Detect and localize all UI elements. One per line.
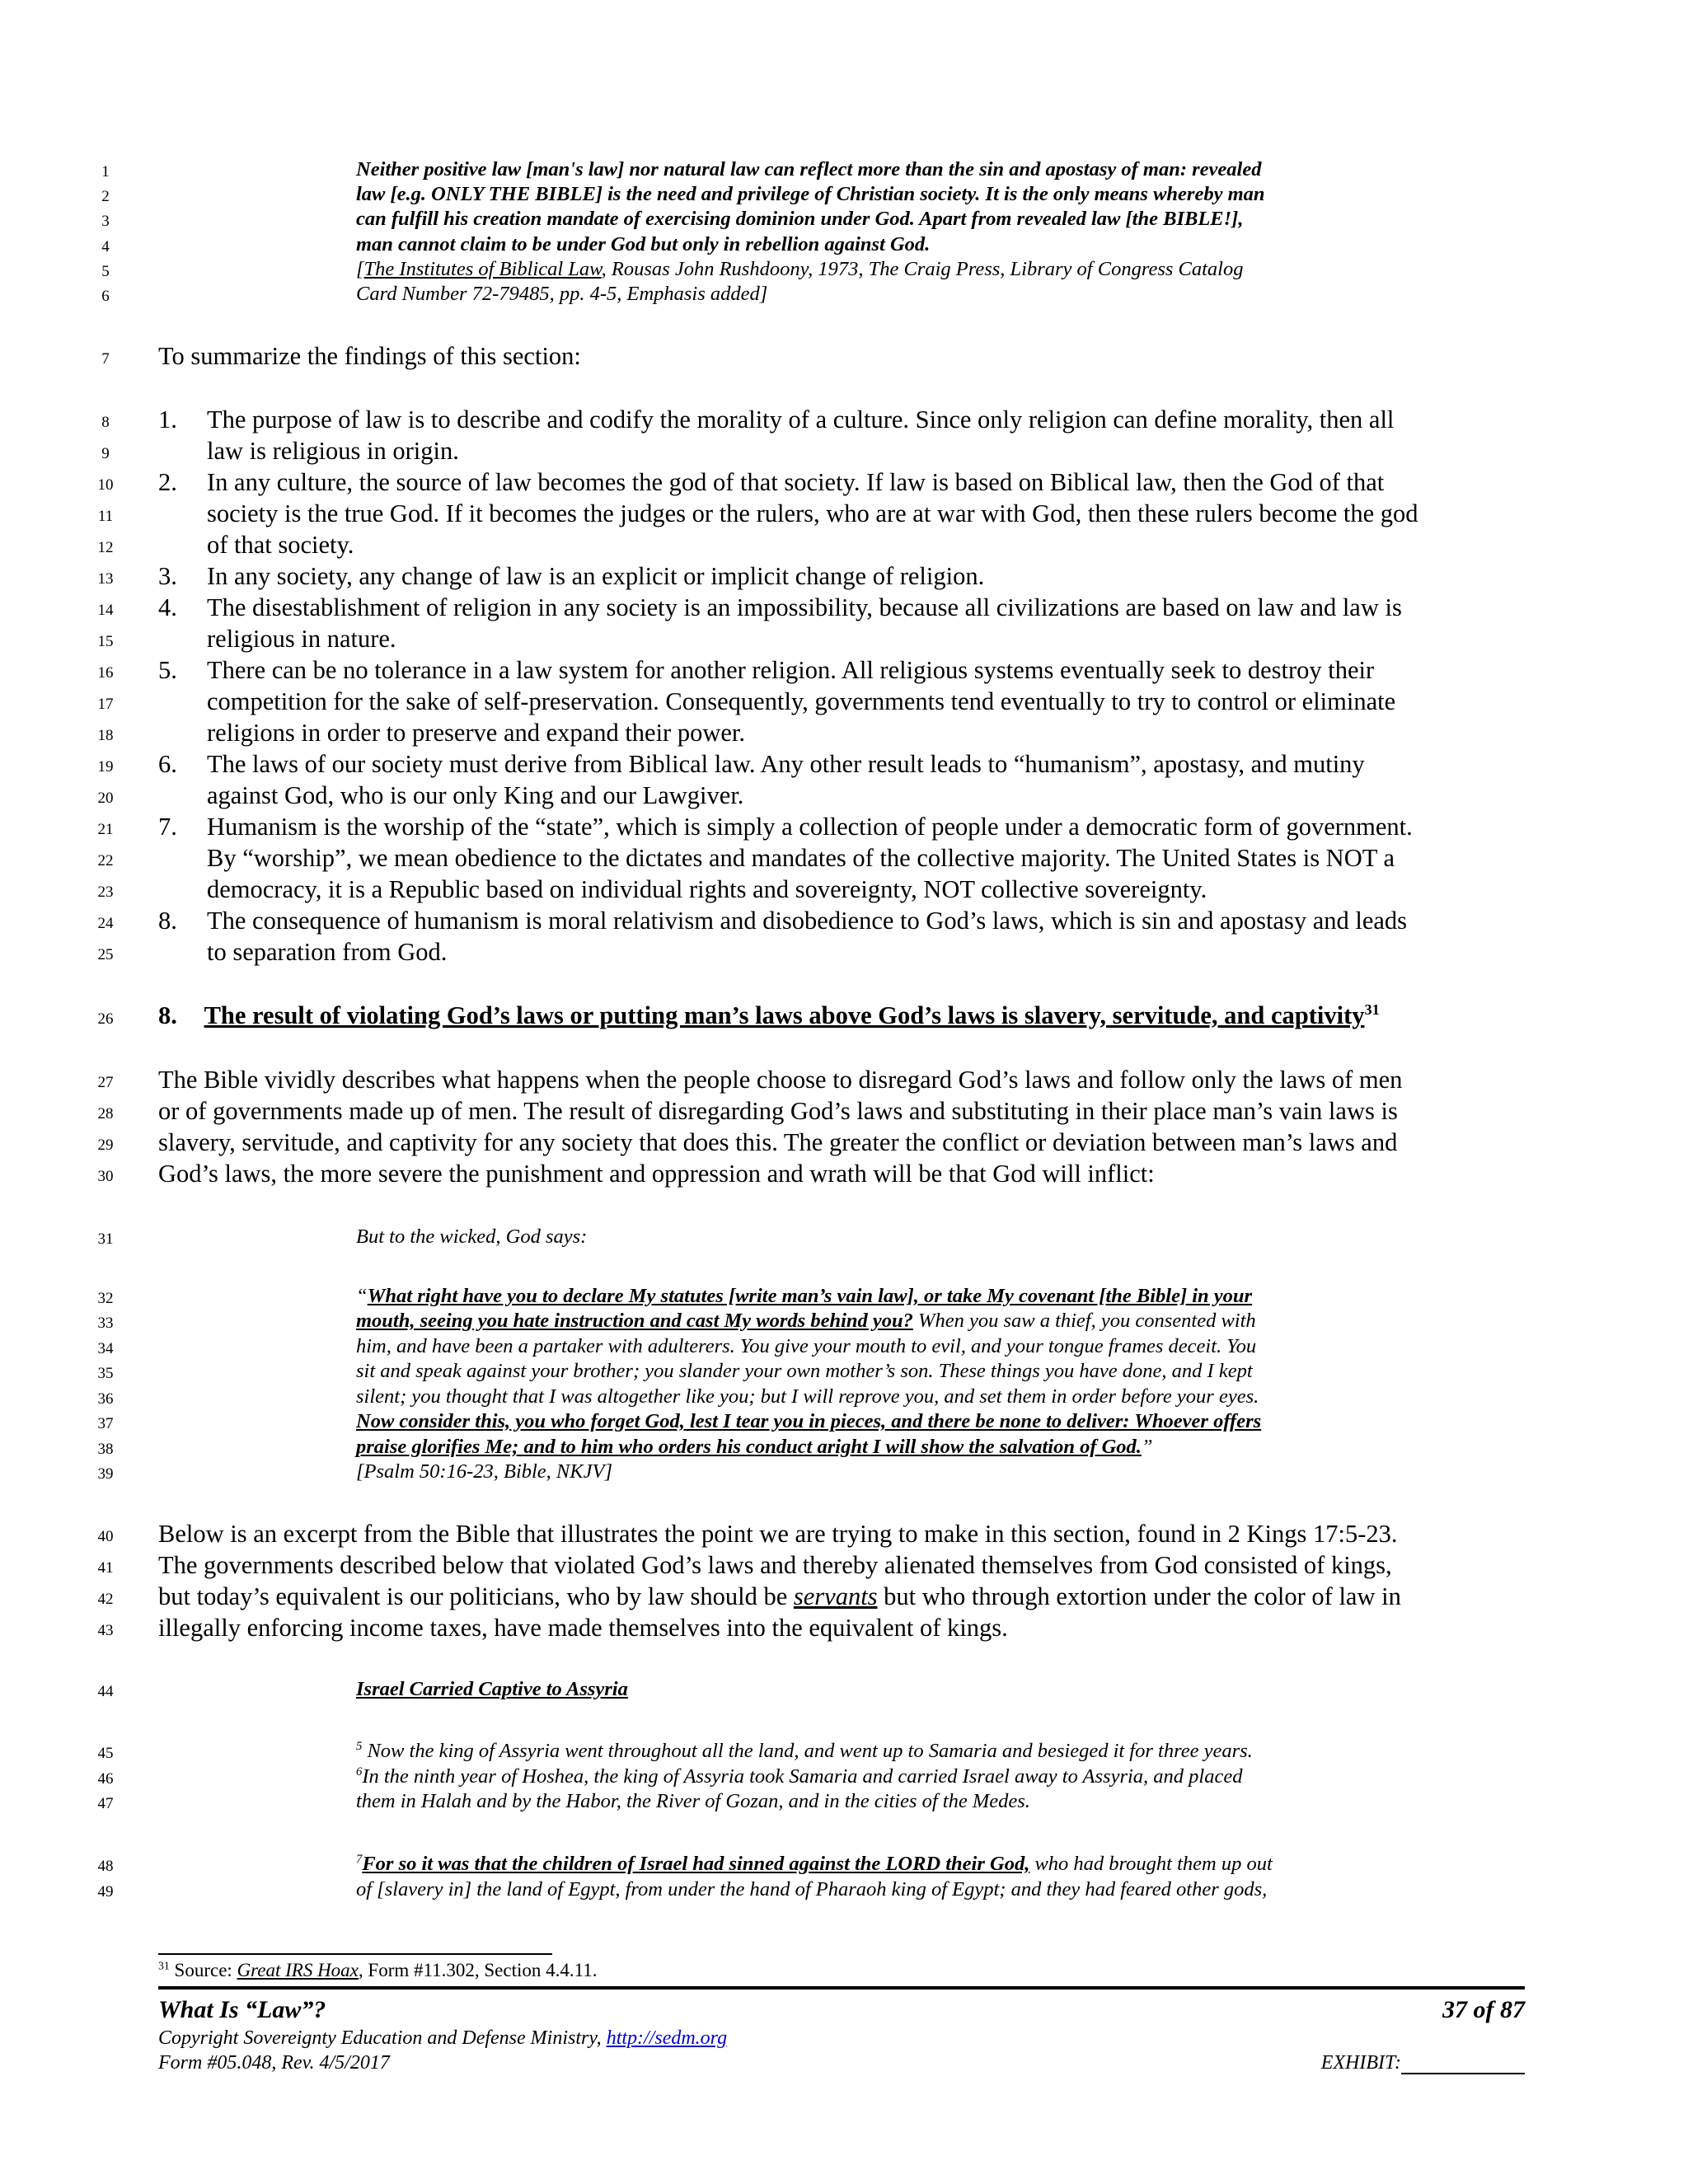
list-item: The laws of our society must derive from Biblical law. Any other result leads to “humanism”, apostasy, and mutiny <box>207 750 1365 778</box>
list-item: religions in order to preserve and expand their power. <box>207 719 745 747</box>
list-item: The purpose of law is to describe and codify the morality of a culture. Since only religion can define morality, then all <box>207 405 1395 434</box>
servants-link[interactable]: servants <box>793 1582 878 1610</box>
line-number: 20 <box>97 790 114 807</box>
summary-intro: To summarize the findings of this section: <box>158 342 581 370</box>
copyright-line: Copyright Sovereignty Education and Defense Ministry, http://sedm.org <box>158 2027 728 2049</box>
list-item: By “worship”, we mean obedience to the dictates and mandates of the collective majority. The United States is NOT a <box>207 844 1395 872</box>
line-number: 19 <box>97 758 114 776</box>
list-item: Humanism is the worship of the “state”, which is simply a collection of people under a democratic form of government. <box>207 813 1413 841</box>
paragraph-line: slavery, servitude, and captivity for any society that does this. The greater the conflict or deviation between man’s laws and <box>158 1128 1398 1156</box>
quote-line: praise glorifies Me; and to him who orders his conduct aright I will show the salvation of God.” <box>356 1436 1153 1458</box>
footnote-divider <box>158 1953 552 1955</box>
verse-line: $^6$In the ninth year of Hoshea, the king of Assyria took Samaria and carried Israel away to Assyria, and placed <box>356 1765 1243 1788</box>
book-title: The Institutes of Biblical Law <box>363 258 602 280</box>
line-number: 37 <box>97 1415 114 1432</box>
line-number: 45 <box>97 1745 114 1762</box>
line-number: 8 <box>101 414 110 431</box>
line-number: 40 <box>97 1528 114 1545</box>
list-item: law is religious in origin. <box>207 437 459 465</box>
line-number: 21 <box>97 821 114 838</box>
line-number: 34 <box>97 1340 114 1357</box>
line-number: 2 <box>101 188 110 205</box>
line-number: 5 <box>101 263 110 280</box>
list-number: 3. <box>158 562 177 590</box>
list-item: against God, who is our only King and our Lawgiver. <box>207 781 744 809</box>
line-number: 35 <box>97 1365 114 1382</box>
line-number: 36 <box>97 1390 114 1408</box>
line-number: 28 <box>97 1105 114 1122</box>
psalm-citation: [Psalm 50:16-23, Bible, NKJV] <box>356 1460 612 1483</box>
list-item: There can be no tolerance in a law system for another religion. All religious systems eventually seek to destroy their <box>207 656 1375 684</box>
heading-text: The result of violating God’s laws or putting man’s laws above God’s laws is slavery, servitude, and captivity <box>204 1001 1365 1029</box>
paragraph-line: but today’s equivalent is our politicians, who by law should be servants but who through extortion under the color of law in <box>158 1582 1401 1610</box>
form-line: Form #05.048, Rev. 4/5/2017 <box>158 2052 390 2074</box>
section-heading <box>158 1001 1380 1030</box>
quote-citation: Card Number 72-79485, pp. 4-5, Emphasis added] <box>356 283 768 305</box>
verse-line: $^5$ Now the king of Assyria went throughout all the land, and went up to Samaria and besieged it for three years. <box>356 1739 1253 1762</box>
line-number: 42 <box>97 1591 114 1608</box>
line-number: 30 <box>97 1168 114 1185</box>
list-number: 4. <box>158 593 177 621</box>
list-item: of that society. <box>207 531 354 559</box>
list-item: In any culture, the source of law becomes the god of that society. If law is based on Biblical law, then the God of that <box>207 468 1385 496</box>
line-number: 14 <box>97 602 114 619</box>
line-number: 44 <box>97 1683 114 1700</box>
line-number: 7 <box>101 350 110 368</box>
quote-line: sit and speak against your brother; you slander your own mother’s son. These things you have done, and I kept <box>356 1360 1253 1382</box>
document-title: What Is “Law”? <box>158 1996 326 2023</box>
list-item: society is the true God. If it becomes the judges or the rulers, who are at war with God, then these rulers become the god <box>207 499 1418 527</box>
line-number: 17 <box>97 696 114 713</box>
line-number: 26 <box>97 1010 114 1028</box>
excerpt-title: Israel Carried Captive to Assyria <box>356 1678 628 1700</box>
page-number: 37 of 87 <box>1442 1996 1525 2023</box>
line-number: 18 <box>97 727 114 744</box>
verse-line: them in Halah and by the Habor, the River of Gozan, and in the cities of the Medes. <box>356 1790 1030 1812</box>
list-number: 8. <box>158 907 177 935</box>
list-item: democracy, it is a Republic based on individual rights and sovereignty, NOT collective sovereignty. <box>207 875 1207 903</box>
heading-number: 8. <box>158 1001 177 1029</box>
psalm-intro: But to the wicked, God says: <box>356 1226 588 1248</box>
line-number: 1 <box>101 163 110 180</box>
list-item: In any society, any change of law is an explicit or implicit change of religion. <box>207 562 985 590</box>
paragraph-line: The governments described below that violated God’s laws and thereby alienated themselves from God consisted of kings, <box>158 1551 1392 1579</box>
line-number: 33 <box>97 1315 114 1332</box>
list-number: 6. <box>158 750 177 778</box>
exhibit-field: EXHIBIT: <box>1321 2052 1525 2074</box>
footnote: $^{31}$ Source: Great IRS Hoax, Form #11.302, Section 4.4.11. <box>158 1959 598 1980</box>
line-number: 29 <box>97 1137 114 1154</box>
paragraph-line: Below is an excerpt from the Bible that illustrates the point we are trying to make in this section, found in 2 Kings 17:5-23. <box>158 1520 1398 1548</box>
quote-line: Neither positive law [man's law] nor natural law can reflect more than the sin and apostasy of man: revealed <box>356 158 1262 180</box>
quote-line: Now consider this, you who forget God, lest I tear you in pieces, and there be none to deliver: Whoever offers <box>356 1410 1262 1432</box>
quote-line: law [e.g. ONLY THE BIBLE] is the need and privilege of Christian society. It is the only means whereby man <box>356 183 1265 205</box>
line-number: 39 <box>97 1465 114 1483</box>
paragraph-line: God’s laws, the more severe the punishment and oppression and wrath will be that God will inflict: <box>158 1160 1155 1188</box>
sedm-link[interactable]: http://sedm.org <box>606 2027 728 2049</box>
list-number: 1. <box>158 405 177 434</box>
verse-line: $^7$For so it was that the children of Israel had sinned against the LORD their God, who had brought them up out <box>356 1852 1273 1875</box>
list-item: competition for the sake of self-preservation. Consequently, governments tend eventually to try to control or eliminate <box>207 687 1396 715</box>
quote-citation: [The Institutes of Biblical Law, Rousas John Rushdoony, 1973, The Craig Press, Library of Congress Catalog <box>356 258 1244 280</box>
quote-line: “What right have you to declare My statutes [write man’s vain law], or take My covenant [the Bible] in your <box>356 1285 1253 1307</box>
line-number: 27 <box>97 1074 114 1091</box>
footer-divider <box>158 1986 1525 1990</box>
line-number: 9 <box>101 445 110 462</box>
line-number: 47 <box>97 1795 114 1812</box>
paragraph-line: or of governments made up of men. The result of disregarding God’s laws and substituting in their place man’s vain laws is <box>158 1097 1398 1125</box>
footnote-source-link[interactable]: Great IRS Hoax <box>237 1960 359 1980</box>
line-number: 4 <box>101 238 110 255</box>
line-number: 43 <box>97 1622 114 1639</box>
exhibit-blank-line <box>1401 2073 1525 2074</box>
line-number: 49 <box>97 1883 114 1900</box>
list-item: The disestablishment of religion in any society is an impossibility, because all civilizations are based on law and law is <box>207 593 1402 621</box>
list-number: 2. <box>158 468 177 496</box>
line-number: 6 <box>101 288 110 305</box>
list-item: to separation from God. <box>207 938 448 966</box>
line-number: 15 <box>97 633 114 650</box>
line-number: 25 <box>97 946 114 963</box>
line-number: 41 <box>97 1559 114 1577</box>
line-number: 10 <box>97 476 114 494</box>
line-number: 38 <box>97 1441 114 1458</box>
quote-line: man cannot claim to be under God but only in rebellion against God. <box>356 233 931 255</box>
list-item: The consequence of humanism is moral relativism and disobedience to God’s laws, which is sin and apostasy and leads <box>207 907 1408 935</box>
list-number: 5. <box>158 656 177 684</box>
line-number: 31 <box>97 1230 114 1248</box>
quote-line: can fulfill his creation mandate of exercising dominion under God. Apart from revealed law [the BIBLE!], <box>356 208 1244 230</box>
line-number: 32 <box>97 1290 114 1307</box>
list-number: 7. <box>158 813 177 841</box>
quote-line: him, and have been a partaker with adulterers. You give your mouth to evil, and your tongue frames deceit. You <box>356 1335 1257 1357</box>
footnote-ref[interactable]: 31 <box>1364 1001 1380 1018</box>
line-number: 48 <box>97 1858 114 1875</box>
line-number: 23 <box>97 883 114 901</box>
verse-line: of [slavery in] the land of Egypt, from under the hand of Pharaoh king of Egypt; and they had feared other gods, <box>356 1878 1268 1900</box>
quote-line: mouth, seeing you hate instruction and cast My words behind you? When you saw a thief, you consented with <box>356 1310 1256 1332</box>
line-number: 22 <box>97 852 114 869</box>
list-item: religious in nature. <box>207 625 396 653</box>
line-number: 12 <box>97 539 114 556</box>
line-number: 16 <box>97 664 114 682</box>
line-number: 3 <box>101 213 110 230</box>
paragraph-line: The Bible vividly describes what happens when the people choose to disregard God’s laws and follow only the laws of men <box>158 1066 1403 1094</box>
paragraph-line: illegally enforcing income taxes, have made themselves into the equivalent of kings. <box>158 1614 1008 1642</box>
line-number: 24 <box>97 915 114 932</box>
quote-line: silent; you thought that I was altogether like you; but I will reprove you, and set them in order before your eyes. <box>356 1385 1259 1408</box>
line-number: 46 <box>97 1770 114 1788</box>
line-number: 13 <box>97 570 114 588</box>
line-number: 11 <box>97 508 114 525</box>
